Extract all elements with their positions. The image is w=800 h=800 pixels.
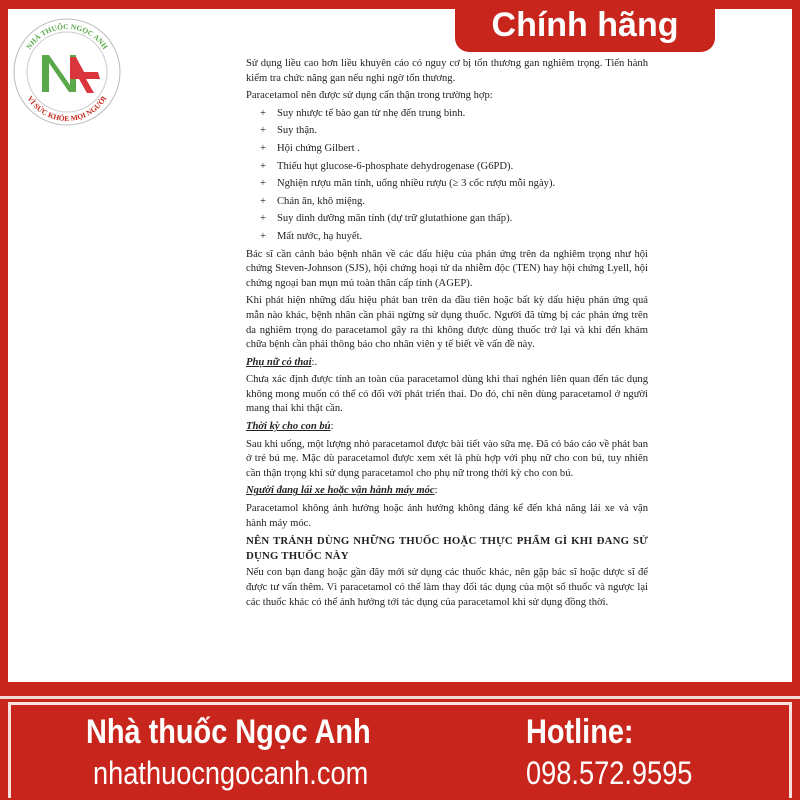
subheading-breastfeeding: Thời kỳ cho con bú [246,421,331,433]
list-item: + Hội chứng Gilbert . [260,142,648,157]
website-link[interactable]: nhathuocngocanh.com [93,755,369,791]
section-heading: NÊN TRÁNH DÙNG NHỮNG THUỐC HOẶC THỰC PHẨM GÌ KHI ĐANG SỬ DỤNG THUỐC NÀY [246,535,648,562]
hotline-number[interactable]: 098.572.9595 [526,755,693,791]
paragraph: Nếu con bạn đang hoặc gần đây mới sử dụng các thuốc khác, nên gặp bác sĩ hoặc dược sĩ để được tư vấn thêm. Vì paracetamol có thể làm thay đổi tác dụng của một số thuốc và ngược lại các thuốc khác có thể ảnh hưởng tới tác dụng của paracetamol khi sử dụng đồng thời. [246,567,648,608]
list-item: + Thiếu hụt glucose-6-phosphate dehydrogenase (G6PD). [260,160,648,175]
logo-bottom-text: VÌ SỨC KHỎE MỌI NGƯỜI [25,94,109,124]
caution-list [260,107,648,245]
subheading-line [246,484,648,499]
footer-banner [8,702,792,798]
paragraph: Chưa xác định được tính an toàn của paracetamol dùng khi thai nghén liên quan đến tác dụng không mong muốn có thể có đối với phát triển thai. Do đó, chỉ nên dùng paracetamol ở người mang thai khi thật cần. [246,374,648,415]
pharmacy-logo-icon [12,17,122,127]
document-body [246,57,648,613]
subheading-suffix: :. [311,356,318,368]
paragraph: Paracetamol nên được sử dụng cẩn thận trong trường hợp: [246,90,493,102]
paragraph: Bác sĩ cần cảnh báo bệnh nhân về các dấu hiệu của phản ứng trên da nghiêm trọng như hội chứng Steven-Johnson (SJS), hội chứng hoại tử da nhiễm độc (TEN) hay hội chứng Lyell, hội chứng ngoại ban mụn mủ toàn thân cấp tính (AGEP). [246,248,648,289]
paragraph: Paracetamol không ảnh hưởng hoặc ảnh hưởng không đáng kể đến khả năng lái xe và vận hành máy móc. [246,503,648,529]
paragraph: Sau khi uống, một lượng nhỏ paracetamol được bài tiết vào sữa mẹ. Đã có báo cáo về phát ban ở trẻ bú mẹ. Mặc dù paracetamol được xem xét là phù hợp với phụ nữ cho con bú, tuy nhiên cần thận trọng khi sử dụng paracetamol cho phụ nữ trong thời kỳ cho con bú. [246,438,648,479]
list-item: + Nghiện rượu mãn tính, uống nhiều rượu (≥ 3 cốc rượu mỗi ngày). [260,177,648,192]
subheading-suffix: : [434,485,438,497]
pharmacy-name: Nhà thuốc Ngọc Anh [86,713,371,751]
footer-divider [0,696,800,699]
list-item: + Chán ăn, khô miệng. [260,195,648,210]
subheading-driving: Người đang lái xe hoặc vận hành máy móc [246,485,435,497]
authentic-badge: Chính hãng [455,0,715,52]
list-item: + Suy nhược tế bào gan từ nhẹ đến trung bình. [260,107,648,122]
paragraph: Sử dụng liều cao hơn liều khuyên cáo có nguy cơ bị tổn thương gan nghiêm trọng. Tiến hành kiểm tra chức năng gan nếu nghi ngờ tổn thương. [246,58,648,84]
subheading-pregnancy: Phụ nữ có thai [246,356,312,368]
list-item: + Mất nước, hạ huyết. [260,230,648,245]
subheading-line [246,356,648,371]
subheading-line [246,420,648,435]
logo-top-text: NHÀ THUỐC NGỌC ANH [24,21,110,52]
paragraph: Khi phát hiện những dấu hiệu phát ban trên da đầu tiên hoặc bất kỳ dấu hiệu phản ứng quá mẫn nào khác, bệnh nhân cần phải ngừng sử dụng thuốc. Người đã từng bị các phản ứng trên da nghiêm trọng do paracetamol gây ra thì không được dùng thuốc trở lại và khi đến khám chữa bệnh cần phải thông báo cho nhân viên y tế biết về vấn đề này. [246,295,648,351]
subheading-suffix: : [330,421,334,433]
list-item: + Suy dinh dưỡng mãn tính (dự trữ glutathione gan thấp). [260,212,648,227]
list-item: + Suy thận. [260,124,648,139]
hotline-label: Hotline: [526,713,634,751]
